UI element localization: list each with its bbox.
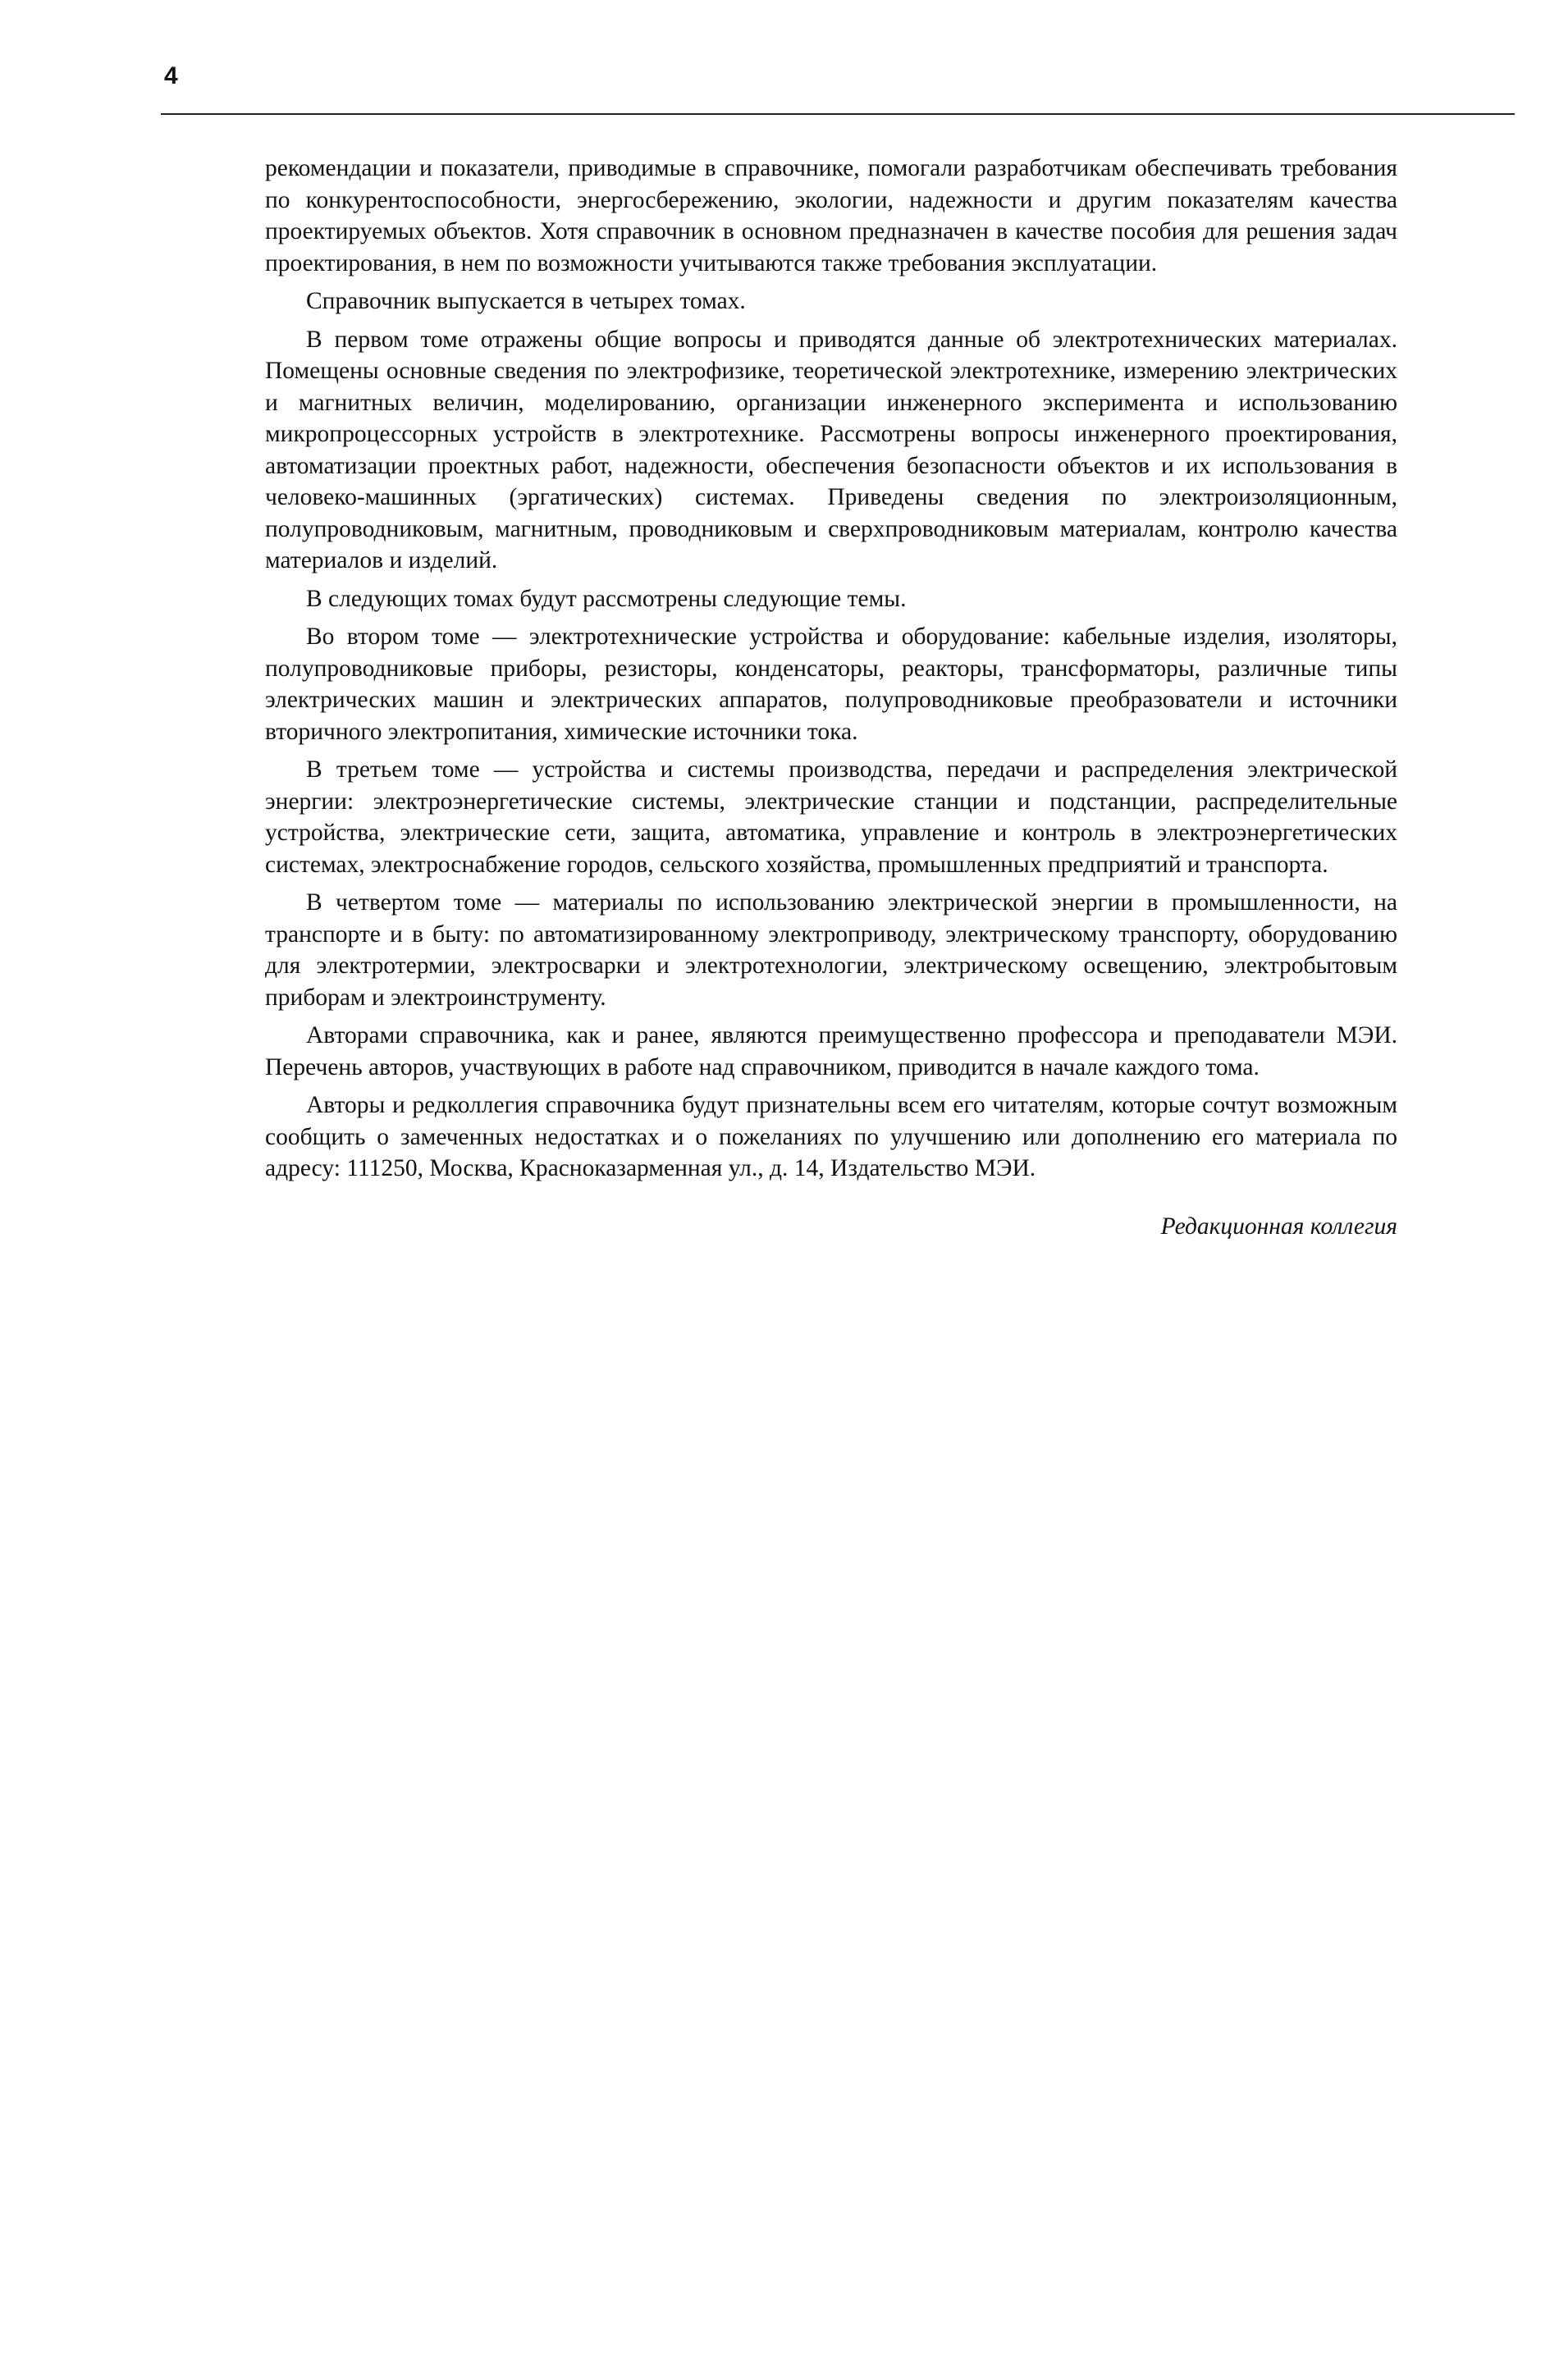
- paragraph-volume-one: В первом томе отражены общие вопросы и приводятся данные об электротехнических материалах. Помещены основные сведения по электрофизике, теоретической электротехнике, измерению электрических и магнитных величин, моделированию, организации инженерного эксперимента и использованию микропроцессорных устройств в электротехнике. Рассмотрены вопросы инженерного проектирования, автоматизации проектных работ, надежности, обеспечения безопасности объектов и их использования в человеко-машинных (эргатических) системах. Приведены сведения по электроизоляционным, полупроводниковым, магнитным, проводниковым и сверхпроводниковым материалам, контролю качества материалов и изделий.: [265, 326, 1397, 573]
- header-rule: [161, 113, 1515, 115]
- paragraph-volume-four: В четвертом томе — материалы по использованию электрической энергии в промышленности, на транспорте и в быту: по автоматизированному электроприводу, электрическому транспорту, оборудованию для электротермии, электросварки и электротехнологии, электрическому освещению, электробытовым приборам и электроинструменту.: [265, 889, 1397, 1011]
- paragraph-continued: рекомендации и показатели, приводимые в справочнике, помогали разработчикам обеспечивать требования по конкурентоспособности, энергосбережению, экологии, надежности и другим показателям качества проектируемых объектов. Хотя справочник в основном предназначен в качестве пособия для решения задач проектирования, в нем по возможности учитываются также требования эксплуатации.: [265, 155, 1397, 276]
- paragraph-feedback: Авторы и редколлегия справочника будут признательны всем его читателям, которые сочтут возможным сообщить о замеченных недостатках и о пожеланиях по улучшению или дополнению его материала по адресу: 111250, Москва, Красноказарменная ул., д. 14, Издательство МЭИ.: [265, 1092, 1397, 1181]
- body-text: [265, 153, 1397, 1242]
- editorial-board-signature: Редакционная коллегия: [1160, 1213, 1397, 1240]
- paragraph-volumes-count: Справочник выпускается в четырех томах.: [306, 288, 746, 314]
- paragraph-volume-two: Во втором томе — электротехнические устройства и оборудование: кабельные изделия, изоляторы, полупроводниковые приборы, резисторы, конденсаторы, реакторы, трансформаторы, различные типы электрических машин и электрических аппаратов, полупроводниковые преобразователи и источники вторичного электропитания, химические источники тока.: [265, 624, 1397, 745]
- paragraph-authors: Авторами справочника, как и ранее, являются преимущественно профессора и преподаватели МЭИ. Перечень авторов, участвующих в работе над справочником, приводится в начале каждого тома.: [265, 1022, 1397, 1080]
- paragraph-volume-three: В третьем томе — устройства и системы производства, передачи и распределения электрической энергии: электроэнергетические системы, электрические станции и подстанции, распределительные устройства, электрические сети, защита, автоматика, управление и контроль в электроэнергетических системах, электроснабжение городов, сельского хозяйства, промышленных предприятий и транспорта.: [265, 756, 1397, 878]
- page-number: 4: [164, 62, 178, 89]
- paragraph-next-volumes: В следующих томах будут рассмотрены следующие темы.: [306, 585, 907, 612]
